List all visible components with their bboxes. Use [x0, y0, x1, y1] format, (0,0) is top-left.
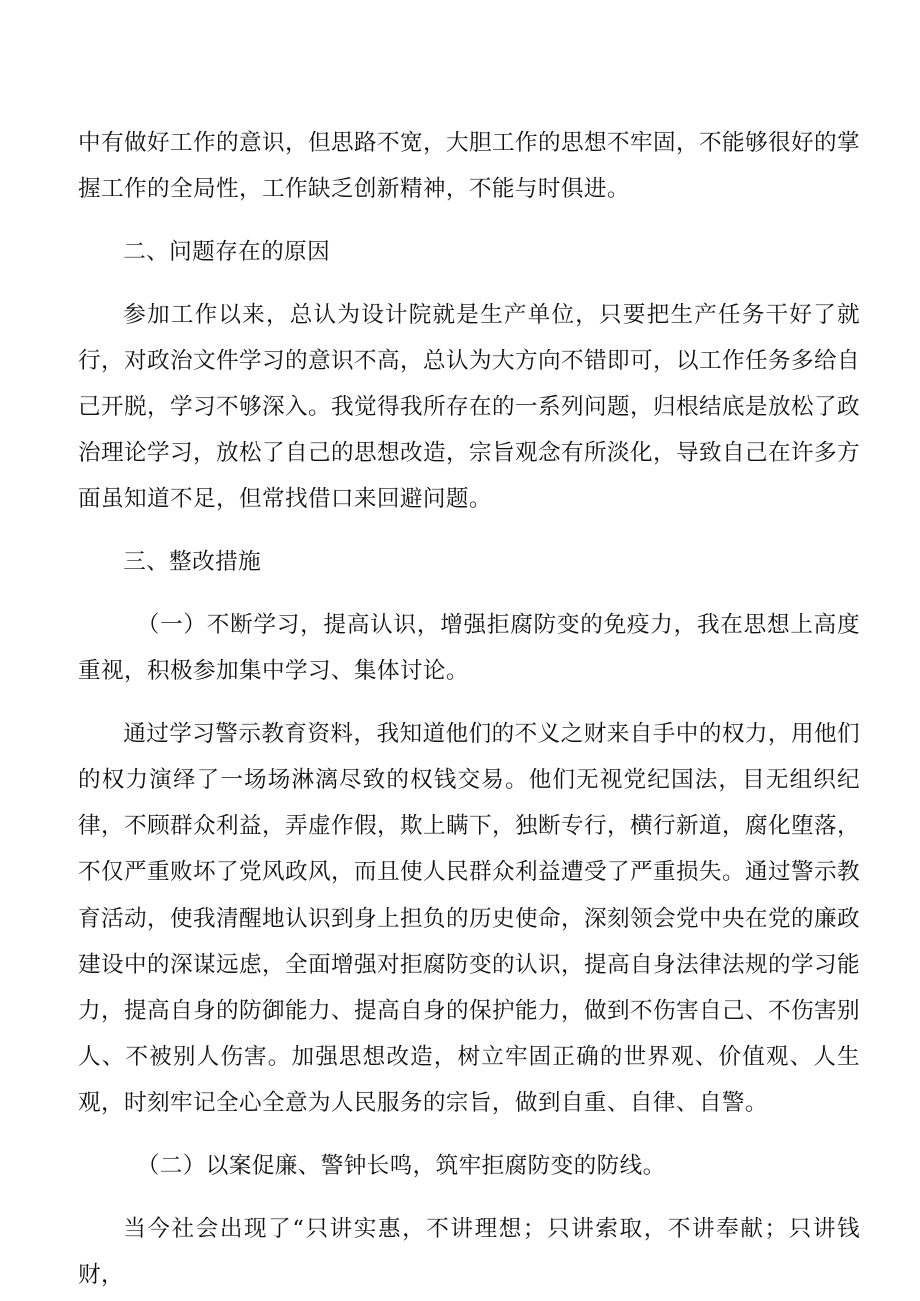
paragraph-society: 当今社会出现了“只讲实惠，不讲理想；只讲索取，不讲奉献；只讲钱财，	[78, 1215, 860, 1288]
document-body	[78, 120, 860, 1301]
section-heading-causes: 二、问题存在的原因	[123, 238, 331, 265]
section-heading-measures: 三、整改措施	[123, 549, 262, 576]
subsection-heading-1: （一）不断学习，提高认识，增强拒腐防变的免疫力，我在思想上高度重视，积极参加集中学习、集体讨论。	[78, 611, 860, 685]
subsection-heading-2: （二）以案促廉、警钟长鸣，筑牢拒腐防变的防线。	[136, 1153, 666, 1180]
paragraph-warning-education: 通过学习警示教育资料，我知道他们的不义之财来自手中的权力，用他们的权力演绎了一场场淋漓尽致的权钱交易。他们无视党纪国法，目无组织纪律，不顾群众利益，弄虚作假，欺上瞒下，独断专行，横行新道，腐化堕落，不仅严重败坏了党风政风，而且使人民群众利益遭受了严重损失。通过警示教育活动，使我清醒地认识到身上担负的历史使命，深刻领会党中央在党的廉政建设中的深谋远虑，全面增强对拒腐防变的认识，提高自身法律法规的学习能力，提高自身的防御能力、提高自身的保护能力，做到不伤害自己、不伤害别人、不被别人伤害。加强思想改造，树立牢固正确的世界观、价值观、人生观，时刻牢记全心全意为人民服务的宗旨，做到自重、自律、自警。	[78, 720, 860, 1117]
paragraph-continuation: 中有做好工作的意识，但思路不宽，大胆工作的思想不牢固，不能够很好的掌握工作的全局性，工作缺乏创新精神，不能与时俱进。	[78, 130, 860, 203]
paragraph-causes: 参加工作以来，总认为设计院就是生产单位，只要把生产任务干好了就行，对政治文件学习的意识不高，总认为大方向不错即可，以工作任务多给自己开脱，学习不够深入。我觉得我所存在的一系列问题，归根结底是放松了政治理论学习，放松了自己的思想改造，宗旨观念有所淡化，导致自己在许多方面虽知道不足，但常找借口来回避问题。	[78, 301, 860, 513]
